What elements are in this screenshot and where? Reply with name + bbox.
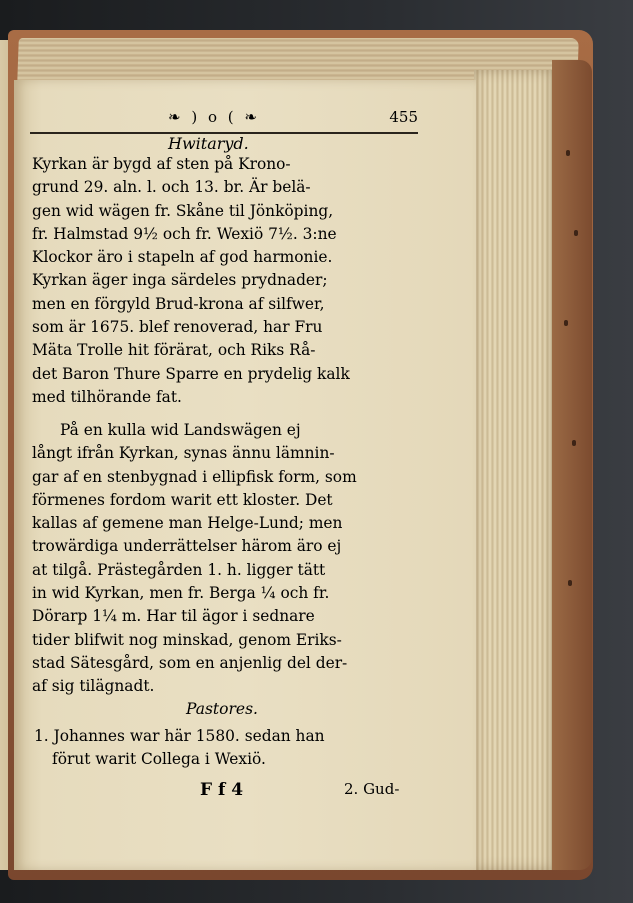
text-line: På en kulla wid Landswägen ej [60, 421, 301, 439]
text-line: det Baron Thure Sparre en prydelig kalk [32, 364, 350, 383]
text-line: kallas af gemene man Helge-Lund; men [32, 514, 343, 533]
header-ornament: ❧ ) o ( ❧ [168, 108, 260, 126]
text-line: af sig tilägnadt. [32, 677, 155, 696]
speck [566, 150, 570, 156]
text-line: Kyrkan är bygd af sten på Krono- [32, 155, 291, 173]
text-line: som är 1675. blef renoverad, har Fru [32, 318, 323, 337]
speck [564, 320, 568, 326]
text-line: Mäta Trolle hit förärat, och Riks Rå- [32, 341, 316, 360]
paragraph-pastores [34, 725, 420, 772]
text-line: förmenes fordom warit ett kloster. Det [32, 490, 333, 509]
text-line: gar af en stenbygnad i ellipfisk form, som [32, 467, 357, 486]
fore-edge-pages [474, 70, 552, 870]
page-number: 455 [389, 108, 418, 126]
text-line: at tilgå. Prästegården 1. h. ligger tätt [32, 560, 326, 579]
paragraph-church [32, 153, 418, 409]
speck [574, 230, 578, 236]
speck [572, 440, 576, 446]
text-line: men en förgyld Brud-krona af silfwer, [32, 294, 325, 313]
text-line: trowärdiga underrättelser härom äro ej [32, 537, 342, 556]
signature-mark: F f 4 [200, 780, 244, 800]
paragraph-helge-lund [32, 419, 418, 699]
text-line: förut warit Collega i Wexiö. [52, 750, 266, 769]
speck [568, 580, 572, 586]
text-line: in wid Kyrkan, men fr. Berga ¼ och fr. [32, 584, 330, 603]
text-line: långt ifrån Kyrkan, synas ännu lämnin- [32, 444, 335, 463]
text-line: med tilhörande fat. [32, 387, 182, 406]
running-header [30, 108, 418, 130]
book-spine-edge [552, 60, 592, 870]
text-line: 1. Johannes war här 1580. sedan han [34, 727, 325, 745]
text-line: Kyrkan äger inga särdeles prydnader; [32, 271, 328, 290]
text-line: Klockor äro i stapeln af god harmonie. [32, 248, 333, 267]
section-heading-pastores: Pastores. [186, 700, 258, 718]
text-line: fr. Halmstad 9½ och fr. Wexiö 7½. 3:ne [32, 224, 337, 243]
text-line: stad Sätesgård, som en anjenlig del der- [32, 653, 348, 672]
text-line: gen wid wägen fr. Skåne til Jönköping, [32, 201, 334, 220]
catchword: 2. Gud- [344, 780, 400, 798]
text-line: grund 29. aln. l. och 13. br. Är belä- [32, 178, 311, 197]
text-line: tider blifwit nog minskad, genom Eriks- [32, 630, 342, 649]
text-line: Dörarp 1¼ m. Har til ägor i sednare [32, 607, 315, 626]
place-heading: Hwitaryd. [168, 134, 249, 153]
